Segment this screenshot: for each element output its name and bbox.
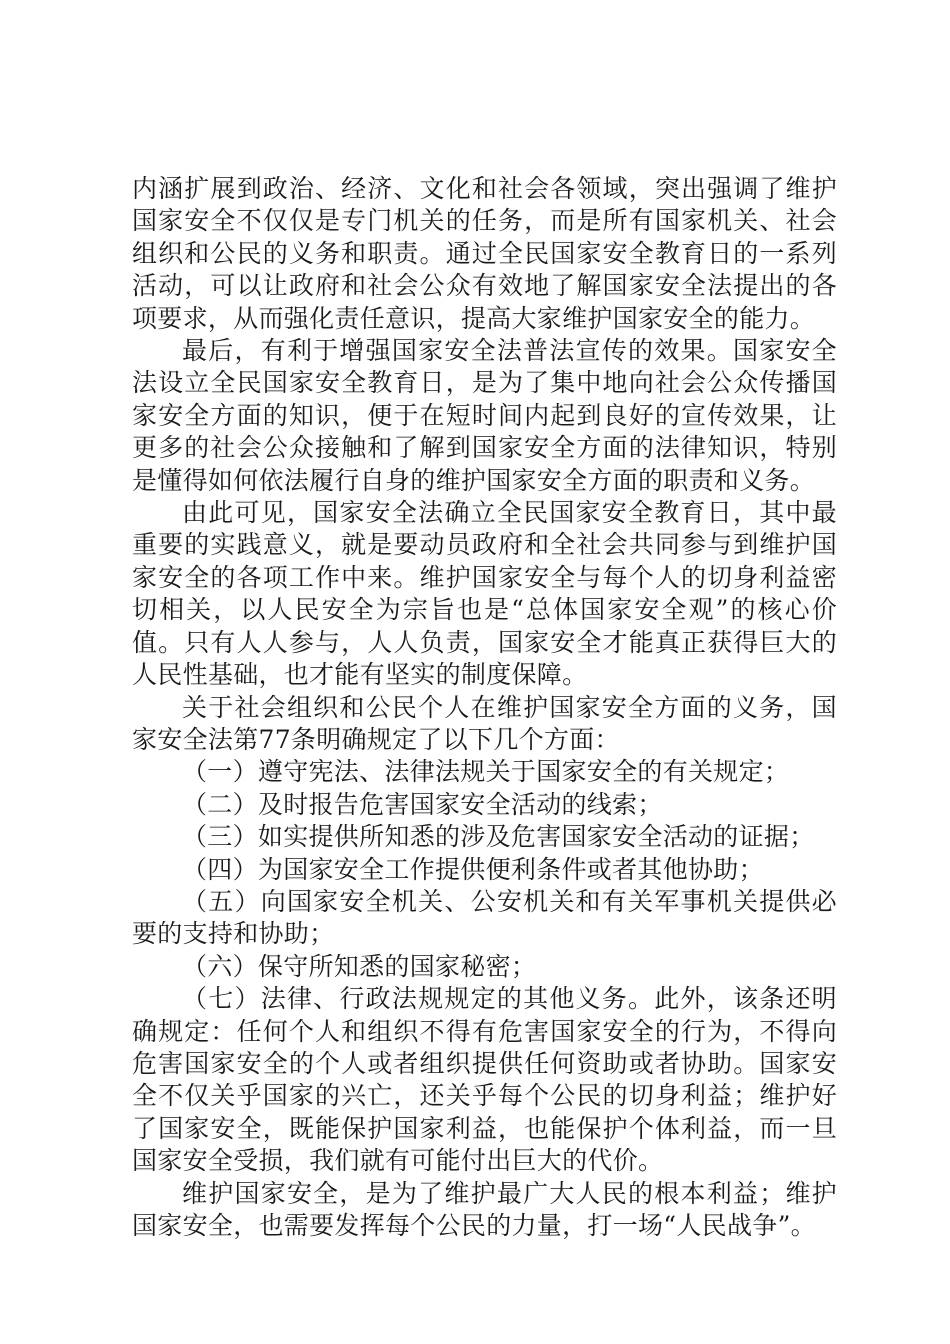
list-item-1: （一）遵守宪法、法律法规关于国家安全的有关规定； xyxy=(182,757,790,787)
list-item-7: （七）法律、行政法规规定的其他义务。此外，该条还明确规定：任何个人和组织不得有危害国家安全的行为，不得向危害国家安全的个人或者组织提供任何资助或者协助。国家安全不仅关乎国家的兴亡，还关乎每个公民的切身利益；维护好了国家安全，既能保护国家利益，也能保护个体利益，而一旦国家安全受损，我们就有可能付出巨大的代价。 xyxy=(132,984,837,1176)
list-item-5: （五）向国家安全机关、公安机关和有关军事机关提供必要的支持和协助； xyxy=(132,886,837,949)
list-item-4: （四）为国家安全工作提供便利条件或者其他协助； xyxy=(182,854,764,884)
list-item-2: （二）及时报告危害国家安全活动的线索； xyxy=(182,789,663,819)
paragraph-conclusion: 由此可见，国家安全法确立全民国家安全教育日，其中最重要的实践意义，就是要动员政府和全社会共同参与到维护国家安全的各项工作中来。维护国家安全与每个人的切身利益密切相关，以人民安全为宗旨也是“总体国家安全观”的核心价值。只有人人参与，人人负责，国家安全才能真正获得巨大的人民性基础，也才能有坚实的制度保障。 xyxy=(132,498,837,690)
list-item-3: （三）如实提供所知悉的涉及危害国家安全活动的证据； xyxy=(182,822,815,852)
paragraph-continuation: 内涵扩展到政治、经济、文化和社会各领域，突出强调了维护国家安全不仅仅是专门机关的任务，而是所有国家机关、社会组织和公民的义务和职责。通过全民国家安全教育日的一系列活动，可以让政府和社会公众有效地了解国家安全法提出的各项要求，从而强化责任意识，提高大家维护国家安全的能力。 xyxy=(132,174,837,333)
document-body xyxy=(132,173,837,1242)
list-item-6: （六）保守所知悉的国家秘密； xyxy=(182,951,537,981)
paragraph-closing: 维护国家安全，是为了维护最广大人民的根本利益；维护国家安全，也需要发挥每个公民的力量，打一场“人民战争”。 xyxy=(132,1178,837,1240)
paragraph-article-77-intro: 关于社会组织和公民个人在维护国家安全方面的义务，国家安全法第77条明确规定了以下几个方面： xyxy=(132,692,837,754)
paragraph-finally: 最后，有利于增强国家安全法普法宣传的效果。国家安全法设立全民国家安全教育日，是为了集中地向社会公众传播国家安全方面的知识，便于在短时间内起到良好的宣传效果，让更多的社会公众接触和了解到国家安全方面的法律知识，特别是懂得如何依法履行自身的维护国家安全方面的职责和义务。 xyxy=(132,336,837,495)
